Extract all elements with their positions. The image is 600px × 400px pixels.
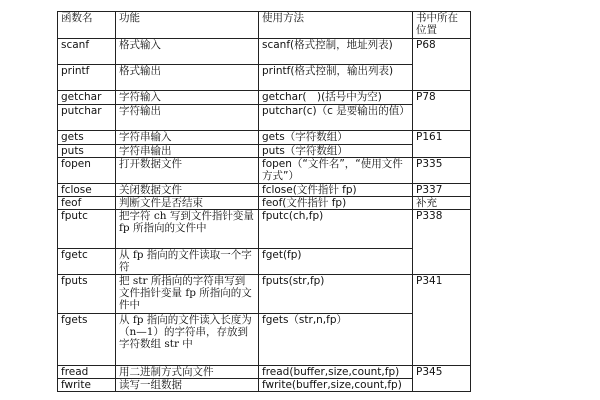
row-usage: fputs(str,fp) (259, 275, 413, 314)
row-function-desc: 字符输出 (116, 105, 259, 131)
row-usage: scanf(格式控制，地址列表) (259, 39, 413, 65)
row-page-ref: P161 (413, 131, 471, 158)
table-row (58, 275, 471, 314)
row-function-name: fread (58, 366, 116, 379)
row-usage: fputc(ch,fp) (259, 210, 413, 249)
table-row (58, 210, 471, 249)
row-usage: gets（字符数组） (259, 131, 413, 145)
row-function-desc: 把 str 所指向的字符串写到文件指针变量 fp 所指向的文件中 (116, 275, 259, 314)
row-usage: feof(文件指针 fp) (259, 197, 413, 210)
row-function-name: scanf (58, 39, 116, 65)
row-function-desc: 字符输入 (116, 91, 259, 105)
table-row (58, 145, 471, 158)
row-function-name: fclose (58, 184, 116, 197)
row-function-desc: 判断文件是否结束 (116, 197, 259, 210)
row-function-desc: 字符串输出 (116, 145, 259, 158)
row-page-ref: P68 (413, 39, 471, 91)
row-function-name: printf (58, 65, 116, 91)
row-usage: fread(buffer,size,count,fp) (259, 366, 413, 379)
row-usage: getchar( )(括号中为空) (259, 91, 413, 105)
table-row (58, 105, 471, 131)
row-function-name: fopen (58, 158, 116, 184)
row-usage: puts（字符数组） (259, 145, 413, 158)
row-page-ref: P78 (413, 91, 471, 131)
row-usage: printf(格式控制，输出列表) (259, 65, 413, 91)
row-function-name: fgets (58, 314, 116, 366)
row-function-name: feof (58, 197, 116, 210)
row-usage: putchar(c)（c 是要输出的值） (259, 105, 413, 131)
row-function-desc: 关闭数据文件 (116, 184, 259, 197)
row-function-desc: 格式输出 (116, 65, 259, 91)
row-function-desc: 把字符 ch 写到文件指针变量 fp 所指向的文件中 (116, 210, 259, 249)
row-usage: fopen（“文件名”，“使用文件方式”） (259, 158, 413, 184)
table-header-row (58, 12, 471, 39)
row-usage: fget(fp) (259, 249, 413, 275)
row-function-name: putchar (58, 105, 116, 131)
header-usage: 使用方法 (259, 12, 413, 39)
row-page-ref: P335 (413, 158, 471, 184)
row-function-desc: 格式输入 (116, 39, 259, 65)
row-function-desc: 从 fp 指向的文件读入长度为（n—1）的字符串，存放到字符数组 str 中 (116, 314, 259, 366)
row-usage: fgets（str,n,fp） (259, 314, 413, 366)
row-function-desc: 从 fp 指向的文件读取一个字符 (116, 249, 259, 275)
table-row (58, 314, 471, 366)
table-row (58, 65, 471, 91)
row-usage: fclose(文件指针 fp) (259, 184, 413, 197)
row-function-name: fputc (58, 210, 116, 249)
function-table (57, 11, 471, 392)
row-function-name: fwrite (58, 379, 116, 392)
table-row (58, 91, 471, 105)
row-function-name: fputs (58, 275, 116, 314)
table-row (58, 249, 471, 275)
row-page-ref: P341 (413, 275, 471, 366)
table-row (58, 131, 471, 145)
row-function-desc: 用二进制方式向文件 (116, 366, 259, 379)
header-function-name: 函数名 (58, 12, 116, 39)
row-page-ref: P337 (413, 184, 471, 197)
table-row (58, 197, 471, 210)
table-row (58, 379, 471, 392)
row-page-ref: 补充 (413, 197, 471, 210)
table-row (58, 39, 471, 65)
row-page-ref: P345 (413, 366, 471, 392)
row-usage: fwrite(buffer,size,count,fp) (259, 379, 413, 392)
row-function-desc: 字符串输入 (116, 131, 259, 145)
row-function-name: gets (58, 131, 116, 145)
row-function-name: getchar (58, 91, 116, 105)
row-function-desc: 读写一组数据 (116, 379, 259, 392)
header-page-location: 书中所在位置 (413, 12, 471, 39)
row-function-name: fgetc (58, 249, 116, 275)
table-row (58, 158, 471, 184)
row-function-name: puts (58, 145, 116, 158)
header-function: 功能 (116, 12, 259, 39)
row-page-ref: P338 (413, 210, 471, 275)
table-row (58, 184, 471, 197)
row-function-desc: 打开数据文件 (116, 158, 259, 184)
table-row (58, 366, 471, 379)
